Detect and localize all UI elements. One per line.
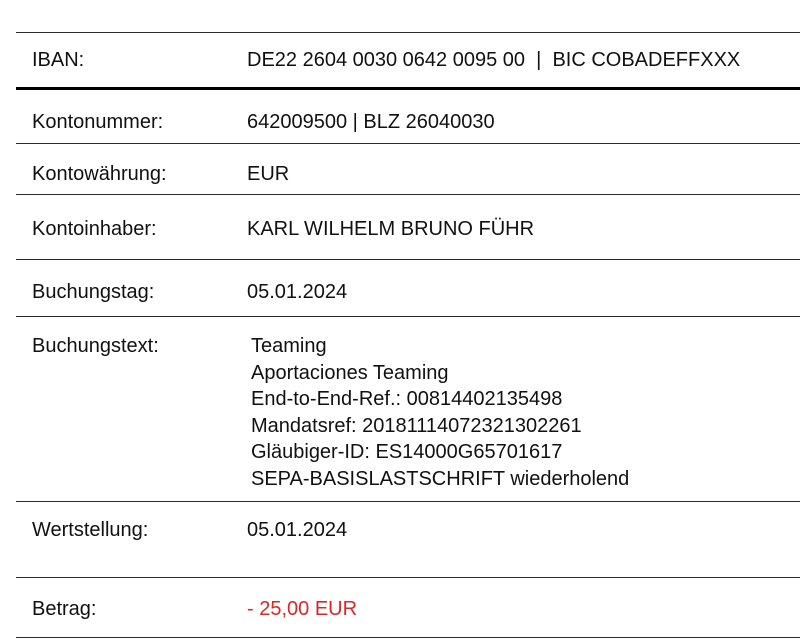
kontonummer-label: Kontonummer: xyxy=(32,111,164,133)
divider xyxy=(16,194,800,195)
buchungstext-label: Buchungstext: xyxy=(32,335,159,357)
buchungstext-line: End-to-End-Ref.: 00814402135498 xyxy=(251,388,563,410)
top-divider xyxy=(16,32,800,33)
divider xyxy=(16,577,800,578)
transaction-details-table xyxy=(16,0,800,641)
bottom-divider xyxy=(16,637,800,638)
iban-label: IBAN: xyxy=(32,49,85,71)
buchungstext-line: SEPA-BASISLASTSCHRIFT wiederholend xyxy=(251,467,630,490)
divider xyxy=(16,259,800,260)
buchungstext-line: Gläubiger-ID: ES14000G65701617 xyxy=(251,441,563,463)
kontonummer-value: 642009500 | BLZ 26040030 xyxy=(247,111,495,133)
betrag-value: - 25,00 EUR xyxy=(247,598,358,620)
divider xyxy=(16,316,800,317)
buchungstext-line: Aportaciones Teaming xyxy=(251,361,449,384)
kontowaehrung-label: Kontowährung: xyxy=(32,163,167,185)
buchungstext-line: Mandatsref: 20181114072321302261 xyxy=(251,414,582,437)
wertstellung-value: 05.01.2024 xyxy=(247,519,348,541)
buchungstext-line: Teaming xyxy=(251,335,327,357)
kontoinhaber-label: Kontoinhaber: xyxy=(32,218,157,240)
divider xyxy=(16,143,800,144)
kontoinhaber-value: KARL WILHELM BRUNO FÜHR xyxy=(247,218,535,240)
betrag-label: Betrag: xyxy=(32,598,97,620)
buchungstext-value xyxy=(251,333,629,492)
header-divider xyxy=(16,87,800,90)
buchungstag-label: Buchungstag: xyxy=(32,281,155,303)
wertstellung-label: Wertstellung: xyxy=(32,519,149,541)
iban-value: DE22 2604 0030 0642 0095 00 | BIC COBADEFFXXX xyxy=(247,49,741,71)
buchungstag-value: 05.01.2024 xyxy=(247,281,348,303)
divider xyxy=(16,501,800,502)
kontowaehrung-value: EUR xyxy=(247,163,290,185)
